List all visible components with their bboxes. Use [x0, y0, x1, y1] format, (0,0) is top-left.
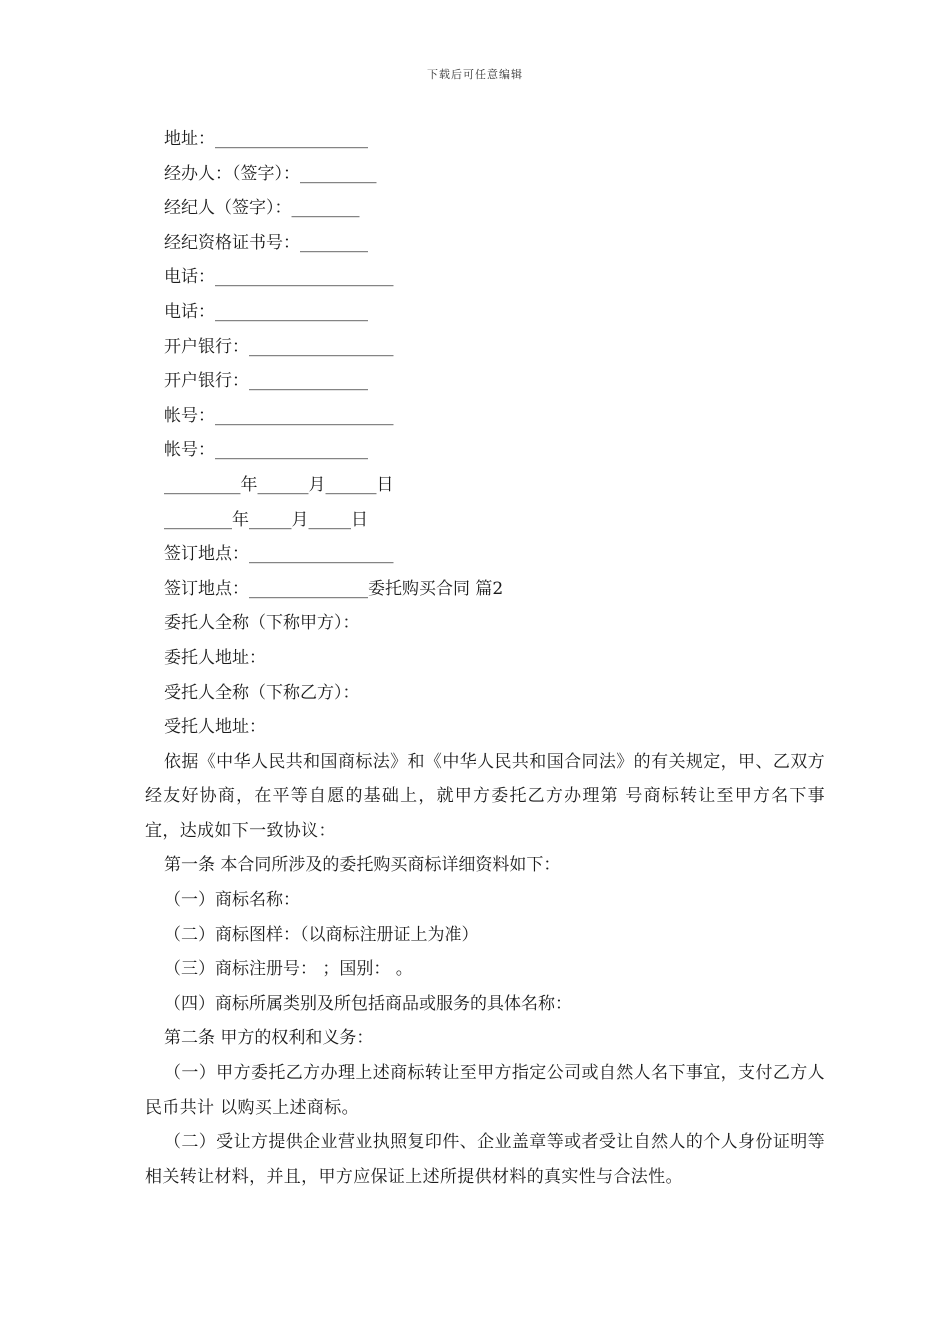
clause-item: （二）商标图样：（以商标注册证上为准）: [164, 924, 479, 945]
account-line: 帐号：_____________________: [164, 405, 394, 426]
address-line: 地址：__________________: [164, 129, 368, 149]
clause-item: （一）商标名称：: [164, 890, 300, 911]
phone-line: 电话：__________________: [164, 301, 368, 322]
handler-signature-line: 经办人：（签字）：_________: [164, 163, 377, 184]
date-line: ________年_____月_____日: [164, 509, 368, 530]
bank-line: 开户银行：______________: [164, 371, 368, 392]
account-line: 帐号：__________________: [164, 440, 368, 461]
bank-line: 开户银行：_________________: [164, 336, 394, 357]
preamble-paragraph: 依据《中华人民共和国商标法》和《中华人民共和国合同法》的有关规定，甲、乙双方经友好协商，在平等自愿的基础上，就甲方委托乙方办理第 号商标转让至甲方名下事宜，达成如下一致协议：: [145, 751, 825, 841]
broker-signature-line: 经纪人（签字）：________: [164, 198, 360, 219]
agent-address-line: 受托人地址：: [164, 717, 266, 738]
clause-paragraph: （二）受让方提供企业营业执照复印件、企业盖章等或者受让自然人的个人身份证明等相关转让材料，并且，甲方应保证上述所提供材料的真实性与合法性。: [145, 1132, 825, 1187]
clause-item: （三）商标注册号： ；国别： 。: [164, 959, 413, 980]
signing-place-title-line: 签订地点：______________委托购买合同 篇2: [164, 578, 504, 599]
clause-item: （四）商标所属类别及所包括商品或服务的具体名称：: [164, 993, 572, 1014]
document-body: [145, 122, 825, 1194]
clause-heading: 第一条 本合同所涉及的委托购买商标详细资料如下：: [164, 855, 561, 876]
signing-place-line: 签订地点：_________________: [164, 544, 394, 565]
phone-line: 电话：_____________________: [164, 267, 394, 288]
page-header: 下载后可任意编辑: [427, 68, 523, 81]
clause-paragraph: （一）甲方委托乙方办理上述商标转让至甲方指定公司或自然人名下事宜，支付乙方人民币共计 以购买上述商标。: [145, 1063, 825, 1118]
agent-name-line: 受托人全称（下称乙方）：: [164, 682, 360, 703]
broker-license-line: 经纪资格证书号：________: [164, 232, 368, 253]
date-line: _________年______月______日: [164, 474, 394, 495]
clause-heading: 第二条 甲方的权利和义务：: [164, 1028, 374, 1049]
principal-name-line: 委托人全称（下称甲方）：: [164, 613, 360, 634]
principal-address-line: 委托人地址：: [164, 647, 266, 668]
